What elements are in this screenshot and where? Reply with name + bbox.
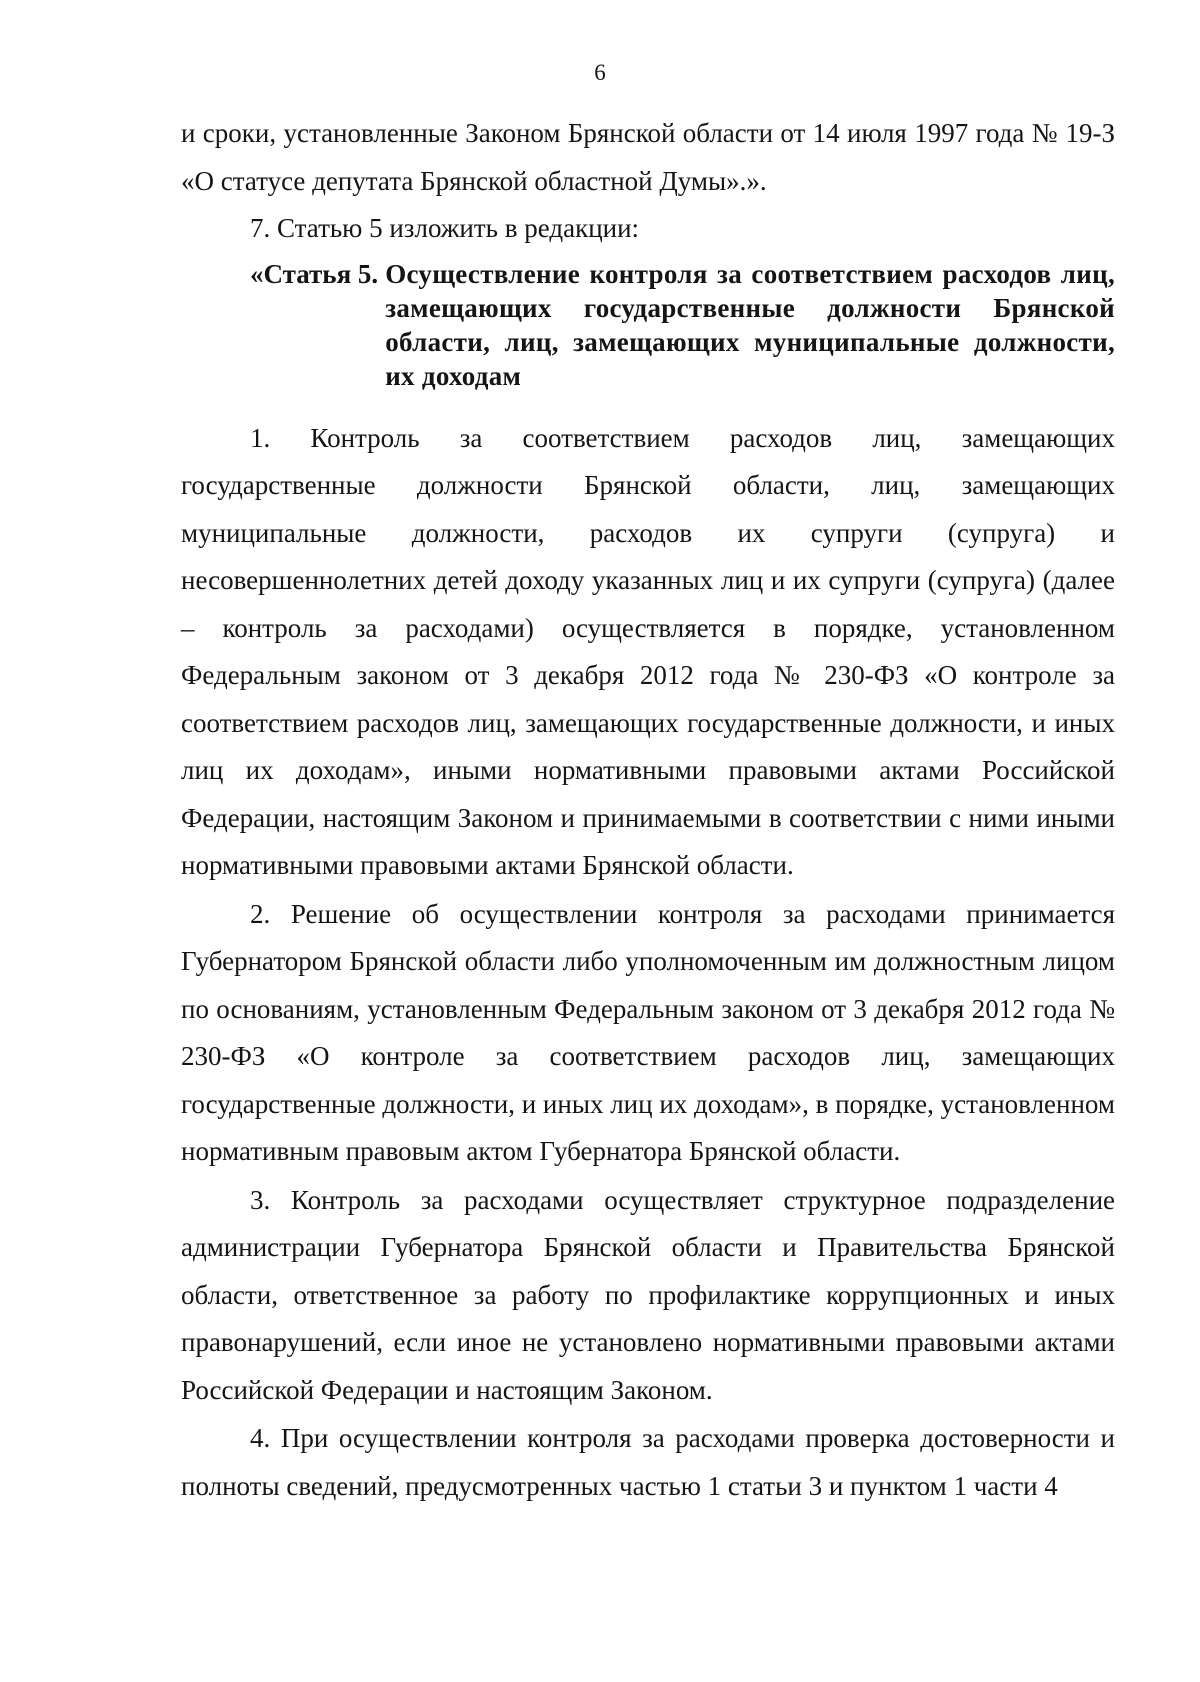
paragraph-part-4: 4. При осуществлении контроля за расходами проверка достоверности и полноты сведений, предусмотренных частью 1 статьи 3 и пунктом 1 части 4 [181,1423,1115,1501]
article-title: Осуществление контроля за соответствием расходов лиц, замещающих государственные должности Брянской области, лиц, замещающих муниципальные должности, их доходам [385,258,1115,391]
article-heading [181,257,1115,393]
paragraph-item-7: 7. Статью 5 изложить в редакции: [250,213,640,243]
article-number: «Статья 5. [250,258,379,289]
document-body [181,110,1115,1510]
page-number: 6 [594,60,606,85]
paragraph-part-1: 1. Контроль за соответствием расходов лиц, замещающих государственные должности Брянской области, лиц, замещающих муниципальные должности, расходов их супруги (супруга) и несовершеннолетних детей доходу указанных лиц и их супруги (супруга) (далее – контроль за расходами) осуществляется в порядке, установленном Федеральным законом от 3 декабря 2012 года № 230-ФЗ «О контроле за соответствием расходов лиц, замещающих государственные должности, и иных лиц их доходам», иными нормативными правовыми актами Российской Федерации, настоящим Законом и принимаемыми в соответствии с ними иными нормативными правовыми актами Брянской области. [181,422,1115,880]
paragraph-part-2: 2. Решение об осуществлении контроля за расходами принимается Губернатором Брянской области либо уполномоченным им должностным лицом по основаниям, установленным Федеральным законом от 3 декабря 2012 года № 230-ФЗ «О контроле за соответствием расходов лиц, замещающих государственные должности, и иных лиц их доходам», в порядке, установленном нормативным правовым актом Губернатора Брянской области. [181,898,1115,1166]
paragraph-part-3: 3. Контроль за расходами осуществляет структурное подразделение администрации Губернатора Брянской области и Правительства Брянской области, ответственное за работу по профилактике коррупционных и иных правонарушений, если иное не установлено нормативными правовыми актами Российской Федерации и настоящим Законом. [181,1184,1115,1405]
paragraph-continuation: и сроки, установленные Законом Брянской области от 14 июля 1997 года № 19-З «О статусе депутата Брянской областной Думы».». [181,118,1115,196]
